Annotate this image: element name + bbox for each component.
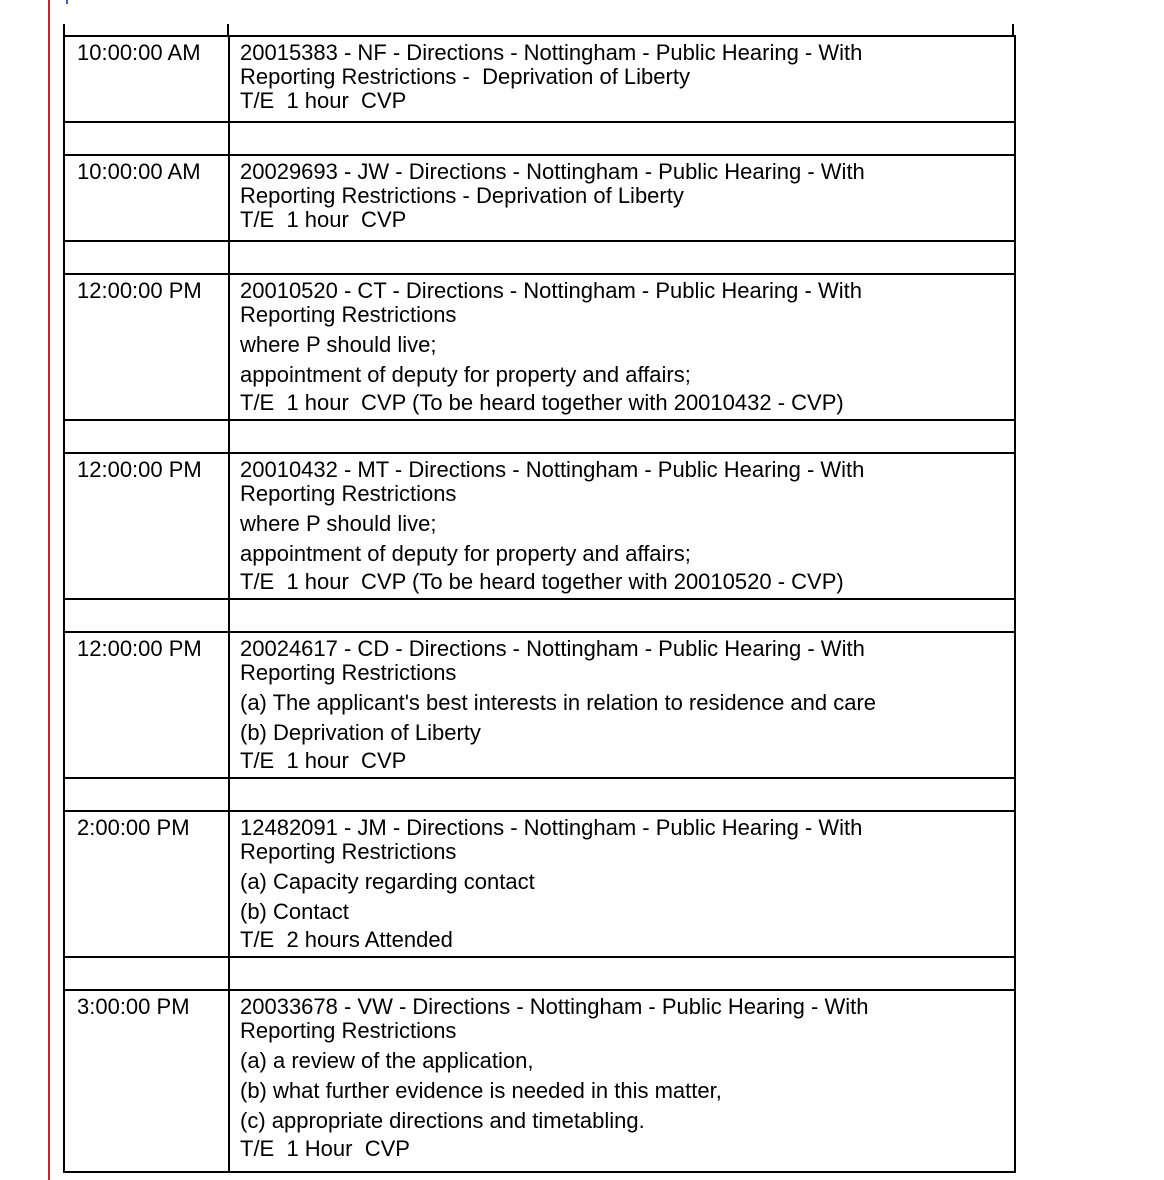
hearing-time: 2:00:00 PM — [64, 811, 229, 957]
case-heading-line-1: 20010520 - CT - Directions - Nottingham - Public Hearing - With — [240, 278, 862, 303]
hearing-issue: (a) Capacity regarding contact — [240, 869, 535, 894]
spacer-cell — [64, 599, 229, 632]
hearing-row — [64, 274, 1015, 420]
spacer-cell — [229, 241, 1015, 274]
spacer-row — [64, 420, 1015, 453]
spacer-row — [64, 599, 1015, 632]
time-estimate: T/E 2 hours Attended — [240, 927, 453, 952]
hearing-description — [229, 274, 1015, 420]
spacer-cell — [64, 420, 229, 453]
hearing-time: 12:00:00 PM — [64, 453, 229, 599]
page-margin-rule — [48, 0, 50, 1180]
time-estimate: T/E 1 hour CVP (To be heard together with 20010432 - CVP) — [240, 390, 844, 415]
hearing-issue: (b) what further evidence is needed in this matter, — [240, 1078, 722, 1103]
spacer-row — [64, 241, 1015, 274]
case-heading-line-2: Reporting Restrictions — [240, 660, 457, 685]
case-heading-line-2: Reporting Restrictions - Deprivation of Liberty — [240, 64, 690, 89]
case-heading-line-2: Reporting Restrictions — [240, 1018, 457, 1043]
hearing-description — [229, 36, 1015, 122]
hearing-description — [229, 453, 1015, 599]
case-heading-line-2: Reporting Restrictions — [240, 302, 457, 327]
spacer-cell — [229, 122, 1015, 155]
hearing-description — [229, 990, 1015, 1172]
spacer-cell — [229, 599, 1015, 632]
hearing-time: 12:00:00 PM — [64, 632, 229, 778]
hearing-issue: appointment of deputy for property and affairs; — [240, 362, 691, 387]
case-heading-line-1: 20029693 - JW - Directions - Nottingham - Public Hearing - With — [240, 159, 865, 184]
hearing-time: 10:00:00 AM — [64, 36, 229, 122]
case-heading-line-1: 20015383 - NF - Directions - Nottingham - Public Hearing - With — [240, 40, 863, 65]
spacer-row — [64, 122, 1015, 155]
hearing-description — [229, 155, 1015, 241]
spacer-cell — [229, 420, 1015, 453]
time-estimate: T/E 1 hour CVP — [240, 88, 407, 113]
spacer-cell — [229, 957, 1015, 990]
case-heading-line-1: 20024617 - CD - Directions - Nottingham - Public Hearing - With — [240, 636, 865, 661]
hearing-row — [64, 632, 1015, 778]
spacer-cell — [64, 957, 229, 990]
case-heading-line-2: Reporting Restrictions - Deprivation of Liberty — [240, 183, 684, 208]
hearing-time: 12:00:00 PM — [64, 274, 229, 420]
hearing-row — [64, 990, 1015, 1172]
hearing-issue: (b) Deprivation of Liberty — [240, 720, 481, 745]
spacer-row — [64, 778, 1015, 811]
spacer-row — [64, 957, 1015, 990]
hearing-row — [64, 36, 1015, 122]
hearing-row — [64, 453, 1015, 599]
hearing-issue: (a) The applicant's best interests in relation to residence and care — [240, 690, 877, 715]
hearing-table — [63, 35, 1016, 1173]
hearing-description — [229, 632, 1015, 778]
page-corner-mark — [66, 0, 68, 4]
case-heading-line-2: Reporting Restrictions — [240, 839, 457, 864]
hearing-row — [64, 811, 1015, 957]
hearing-time: 3:00:00 PM — [64, 990, 229, 1172]
case-heading-line-1: 20033678 - VW - Directions - Nottingham - Public Hearing - With — [240, 994, 869, 1019]
hearing-issue: (a) a review of the application, — [240, 1048, 534, 1073]
case-heading-line-1: 12482091 - JM - Directions - Nottingham - Public Hearing - With — [240, 815, 863, 840]
spacer-cell — [64, 241, 229, 274]
hearing-issue: (c) appropriate directions and timetabling. — [240, 1108, 645, 1133]
time-estimate: T/E 1 Hour CVP — [240, 1136, 410, 1161]
spacer-cell — [64, 778, 229, 811]
hearing-row — [64, 155, 1015, 241]
case-heading-line-1: 20010432 - MT - Directions - Nottingham - Public Hearing - With — [240, 457, 865, 482]
spacer-cell — [229, 778, 1015, 811]
hearing-issue: (b) Contact — [240, 899, 349, 924]
time-estimate: T/E 1 hour CVP (To be heard together with 20010520 - CVP) — [240, 569, 844, 594]
hearing-issue: appointment of deputy for property and affairs; — [240, 541, 691, 566]
hearing-description — [229, 811, 1015, 957]
hearing-issue: where P should live; — [240, 332, 437, 357]
time-estimate: T/E 1 hour CVP — [240, 748, 407, 773]
time-estimate: T/E 1 hour CVP — [240, 207, 407, 232]
hearing-time: 10:00:00 AM — [64, 155, 229, 241]
case-heading-line-2: Reporting Restrictions — [240, 481, 457, 506]
spacer-cell — [64, 122, 229, 155]
hearing-issue: where P should live; — [240, 511, 437, 536]
